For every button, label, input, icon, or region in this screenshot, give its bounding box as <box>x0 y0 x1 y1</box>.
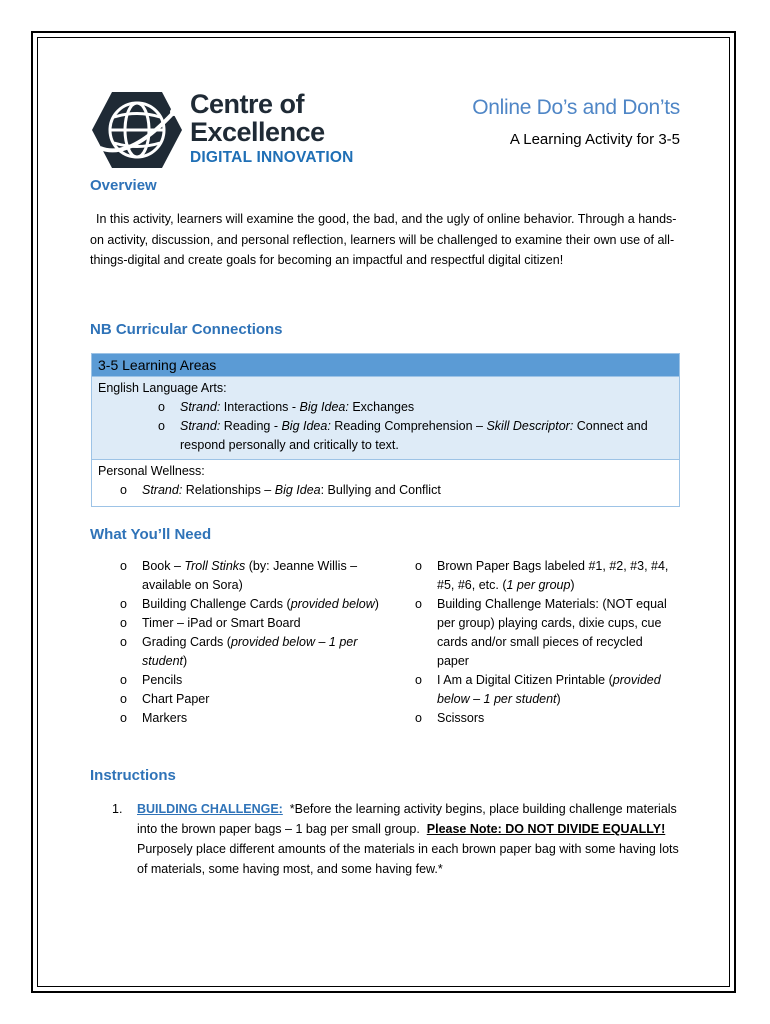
list-item: o Markers <box>120 711 188 725</box>
needs-list-left <box>120 557 382 728</box>
list-item: o Brown Paper Bags labeled #1, #2, #3, #4, #5, #6, etc. (1 per group) <box>415 559 669 592</box>
table-header: 3-5 Learning Areas <box>92 354 679 376</box>
building-challenge-link[interactable]: BUILDING CHALLENGE: <box>137 802 283 816</box>
table-row-ela <box>92 376 679 459</box>
list-item: o Book – Troll Stinks (by: Jeanne Willis – available on Sora) <box>120 559 358 592</box>
list-item: o Building Challenge Materials: (NOT equal per group) playing cards, dixie cups, cue cards and/or small pieces of recycled paper <box>415 597 667 668</box>
bullet-marker: o <box>158 419 165 433</box>
curricular-heading: NB Curricular Connections <box>90 321 283 338</box>
globe-hexagon-icon <box>90 90 182 170</box>
list-item: o Pencils <box>120 673 183 687</box>
overview-heading: Overview <box>90 177 157 194</box>
instructions-heading: Instructions <box>90 767 176 784</box>
ela-label: English Language Arts: <box>98 381 227 395</box>
needs-heading: What You’ll Need <box>90 526 212 543</box>
list-item: o Chart Paper <box>120 692 210 706</box>
logo-line-excellence: Excellence <box>190 117 325 147</box>
wellness-label: Personal Wellness: <box>98 464 205 478</box>
list-item: o Grading Cards (provided below – 1 per student) <box>120 635 358 668</box>
document-subtitle: A Learning Activity for 3-5 <box>509 131 680 148</box>
centre-of-excellence-logo <box>90 90 390 170</box>
list-item: o Scissors <box>415 711 485 725</box>
table-row-wellness <box>92 459 679 506</box>
needs-list-right <box>415 557 677 728</box>
list-item: o Strand: Interactions - Big Idea: Exchanges <box>158 398 673 417</box>
list-item: o Strand: Relationships – Big Idea: Bullying and Conflict <box>120 481 673 500</box>
learning-areas-table <box>91 353 680 507</box>
list-item: o I Am a Digital Citizen Printable (provided below – 1 per student) <box>415 673 661 706</box>
overview-paragraph: In this activity, learners will examine the good, the bad, and the ugly of online behavior. Through a hands-on activity, discussion, and personal reflection, learners will be challenged to examine their own use of all-things-digital and create goals for becoming an impactful and respectful digital citizen! <box>90 212 677 267</box>
step-number: 1. <box>112 802 123 816</box>
list-item: o Timer – iPad or Smart Board <box>120 616 301 630</box>
logo-line-centre: Centre of <box>190 89 305 119</box>
document-title: Online Do’s and Don’ts <box>472 96 680 119</box>
list-item: o Building Challenge Cards (provided below) <box>120 597 379 611</box>
list-item: o Strand: Reading - Big Idea: Reading Comprehension – Skill Descriptor: Connect and respond personally and critically to text. <box>158 419 648 452</box>
divide-note: Please Note: DO NOT DIVIDE EQUALLY! <box>426 822 666 836</box>
bullet-marker: o <box>158 400 165 414</box>
logo-line-digital: DIGITAL INNOVATION <box>190 149 354 166</box>
instruction-step-1: 1. BUILDING CHALLENGE: *Before the learning activity begins, place building challenge materials into the brown paper bags – 1 bag per small group. Please Note: DO NOT DIVIDE EQUALLY! Purposely place different amounts of the materials in each brown paper bag with some having lots of materials, some having most, and some having few.* <box>112 799 687 879</box>
bullet-marker: o <box>120 483 127 497</box>
